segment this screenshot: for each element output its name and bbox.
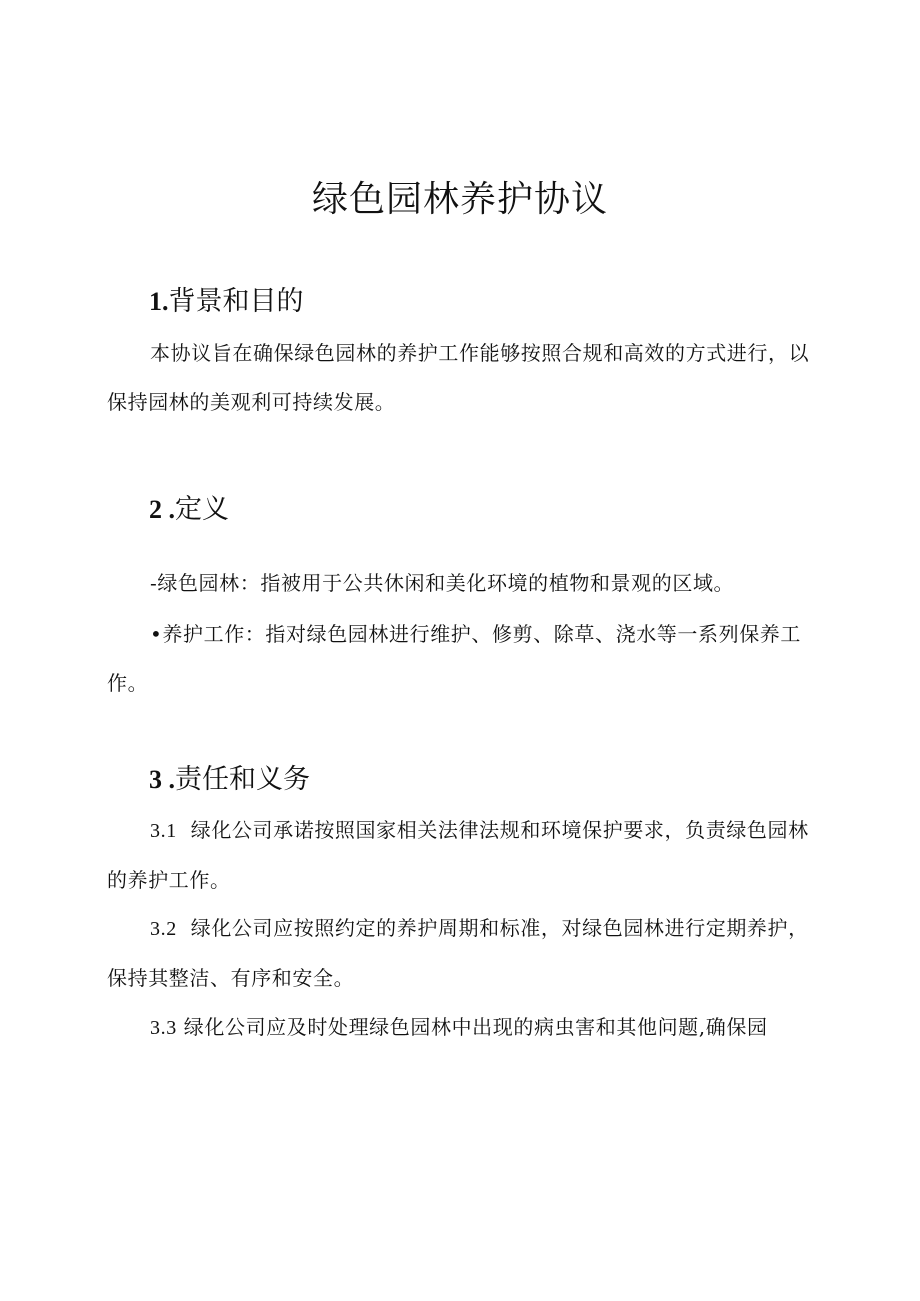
section-number: 1. (149, 287, 169, 316)
document-title: 绿色园林养护协议 (311, 179, 608, 220)
clause-3-2 (107, 904, 812, 1003)
section-heading-3 (149, 760, 310, 800)
clause-number: 3.3 (150, 1017, 177, 1039)
clause-text: 绿化公司应按照约定的养护周期和标准，对绿色园林进行定期养护，保持其整洁、有序和安全。 (107, 916, 809, 990)
clause-text: 绿化公司承诺按照国家相关法律法规和环境保护要求，负责绿色园林的养护工作。 (107, 818, 809, 892)
clause-3-3 (107, 1003, 812, 1053)
section-heading-1 (149, 282, 304, 322)
definition-maintenance-work: •养护工作：指对绿色园林进行维护、修剪、除草、浇水等一系列保养工作。 (107, 622, 801, 695)
clause-number: 3.2 (150, 918, 177, 940)
clause-text: 绿化公司应及时处理绿色园林中出现的病虫害和其他问题,确保园 (183, 1015, 768, 1039)
section-title: 定义 (175, 494, 229, 525)
section-title: 背景和目的 (168, 286, 304, 317)
clause-3-1 (107, 806, 812, 905)
section-number: 3 . (149, 765, 175, 794)
section-number: 2 . (149, 495, 175, 524)
section-title: 责任和义务 (175, 764, 310, 795)
section-1-paragraph: 本协议旨在确保绿色园林的养护工作能够按照合规和高效的方式进行，以保持园林的美观利可持续发展。 (107, 341, 810, 414)
definition-green-garden: -绿色园林：指被用于公共休闲和美化环境的植物和景观的区域。 (150, 571, 735, 595)
section-heading-2 (149, 490, 229, 530)
clause-number: 3.1 (150, 820, 177, 842)
